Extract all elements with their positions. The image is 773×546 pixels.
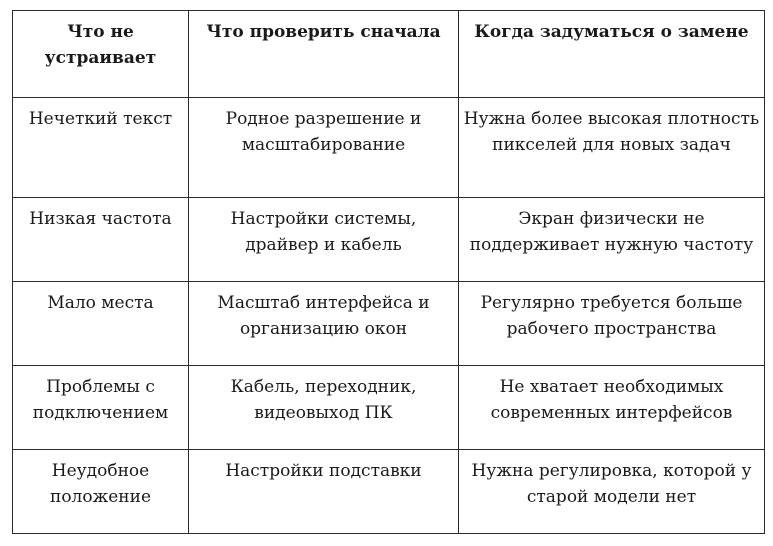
table-row xyxy=(13,366,765,450)
cell-check-first: Настройки системы, драйвер и кабель xyxy=(189,198,459,282)
table-header-row xyxy=(13,11,765,98)
comparison-table xyxy=(12,10,765,534)
cell-check-first: Родное разрешение и масштабирование xyxy=(189,98,459,198)
cell-replace-when: Нужна более высокая плотность пикселей для новых задач xyxy=(459,98,765,198)
header-check-first: Что проверить сначала xyxy=(189,11,459,98)
table-row xyxy=(13,98,765,198)
table-row xyxy=(13,450,765,534)
table-row xyxy=(13,282,765,366)
cell-problem: Неудобное положение xyxy=(13,450,189,534)
cell-replace-when: Регулярно требуется больше рабочего пространства xyxy=(459,282,765,366)
cell-problem: Мало места xyxy=(13,282,189,366)
cell-check-first: Кабель, переходник, видеовыход ПК xyxy=(189,366,459,450)
header-problem: Что не устраивает xyxy=(13,11,189,98)
cell-problem: Нечеткий текст xyxy=(13,98,189,198)
comparison-table-container xyxy=(12,10,765,534)
cell-problem: Проблемы с подключением xyxy=(13,366,189,450)
cell-replace-when: Нужна регулировка, которой у старой модели нет xyxy=(459,450,765,534)
cell-problem: Низкая частота xyxy=(13,198,189,282)
cell-replace-when: Не хватает необходимых современных интерфейсов xyxy=(459,366,765,450)
cell-check-first: Настройки подставки xyxy=(189,450,459,534)
header-replace-when: Когда задуматься о замене xyxy=(459,11,765,98)
cell-replace-when: Экран физически не поддерживает нужную частоту xyxy=(459,198,765,282)
table-row xyxy=(13,198,765,282)
cell-check-first: Масштаб интерфейса и организацию окон xyxy=(189,282,459,366)
